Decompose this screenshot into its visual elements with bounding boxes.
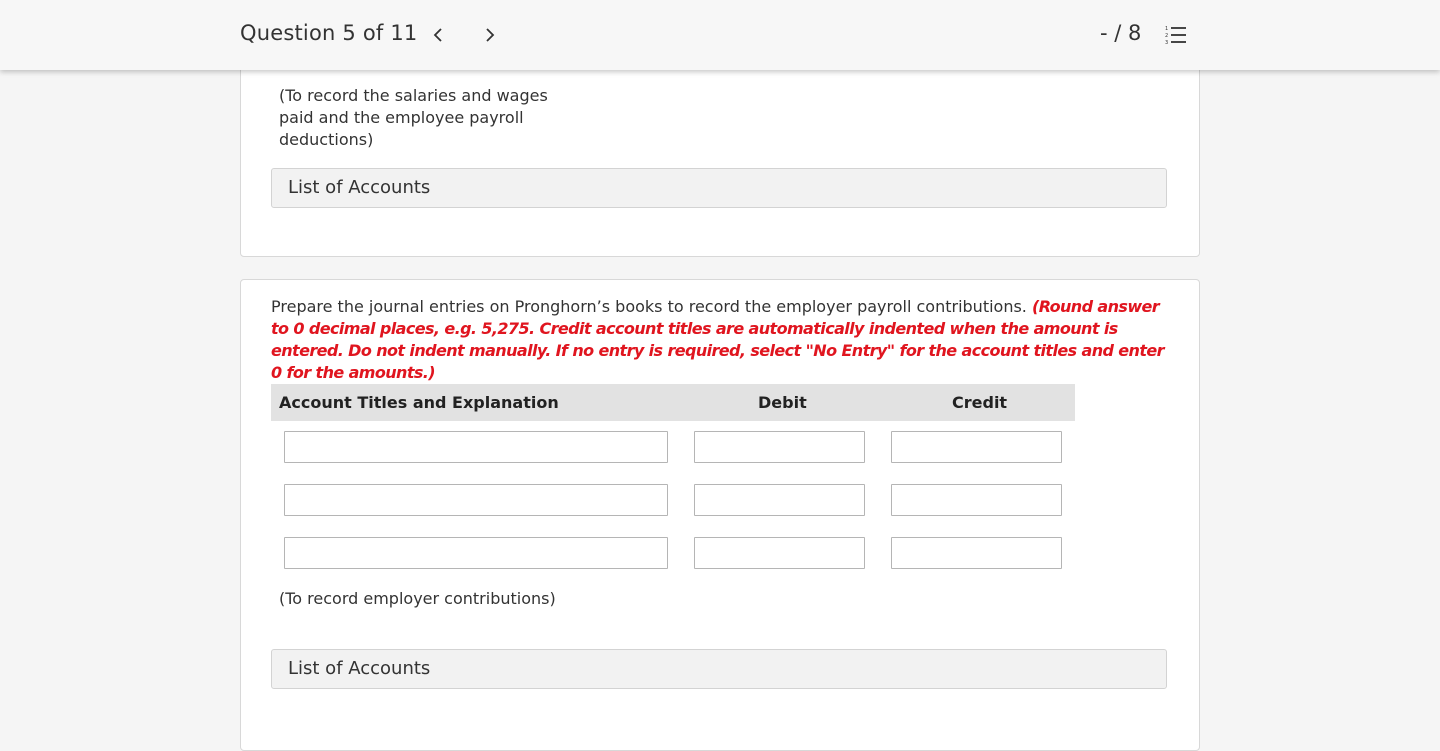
header-debit: Debit (758, 393, 807, 412)
entry-explanation-note: (To record the salaries and wages paid and the employee payroll deductions) (279, 86, 548, 149)
journal-entry-card (240, 279, 1200, 751)
entry-explanation-note: (To record employer contributions) (279, 589, 556, 608)
credit-input[interactable] (891, 537, 1062, 569)
question-instructions (271, 296, 1171, 384)
debit-input[interactable] (694, 537, 865, 569)
next-question-button[interactable] (479, 22, 501, 48)
debit-input[interactable] (694, 431, 865, 463)
instruction-text: Prepare the journal entries on Pronghorn’s books to record the employer payroll contributions. (271, 297, 1027, 316)
header-account-titles: Account Titles and Explanation (279, 393, 559, 412)
account-title-input[interactable] (284, 537, 668, 569)
list-of-accounts-button[interactable]: List of Accounts (271, 168, 1167, 208)
journal-table-header (271, 384, 1075, 421)
svg-text:1: 1 (1165, 26, 1169, 32)
chevron-left-icon (433, 28, 443, 42)
list-of-accounts-button[interactable]: List of Accounts (271, 649, 1167, 689)
question-score: - / 8 (1100, 21, 1142, 45)
credit-input[interactable] (891, 484, 1062, 516)
header-credit: Credit (952, 393, 1008, 412)
svg-text:2: 2 (1165, 33, 1169, 39)
svg-text:3: 3 (1165, 40, 1169, 46)
debit-input[interactable] (694, 484, 865, 516)
credit-input[interactable] (891, 431, 1062, 463)
chevron-right-icon (485, 28, 495, 42)
account-title-input[interactable] (284, 484, 668, 516)
instruction-rounding-note: (Round answer to 0 decimal places, e.g. 5,275. Credit account titles are automatically indented when the amount is entered. Do not indent manually. If no entry is required, select "No Entry" for the account titles and enter 0 for the amounts.) (271, 297, 1164, 382)
previous-question-button[interactable] (427, 22, 449, 48)
account-title-input[interactable] (284, 431, 668, 463)
question-counter: Question 5 of 11 (240, 21, 418, 45)
numbered-list-icon[interactable] (1164, 24, 1188, 46)
question-header (0, 0, 1440, 70)
previous-entry-card (240, 40, 1200, 257)
